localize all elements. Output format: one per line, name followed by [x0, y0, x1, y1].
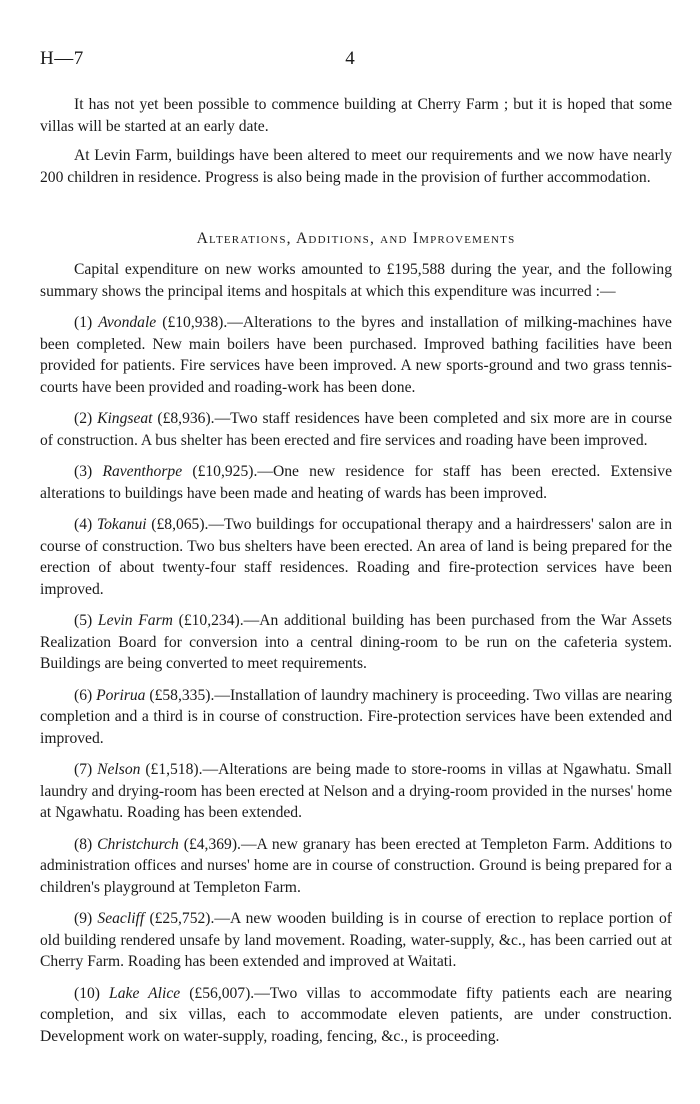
page-body — [40, 94, 672, 1057]
item-number: (9) — [74, 910, 93, 927]
hospital-name: Kingseat — [97, 410, 153, 427]
item-text: —A new granary has been erected at Templeton Farm. Additions to administration offices and nurses' home are in course of construction. Ground is being prepared for a children's playground at Templeton Farm. — [40, 835, 672, 896]
item-amount: (£58,335). — [149, 686, 215, 704]
item-amount: (£8,065). — [151, 516, 209, 533]
list-item — [40, 461, 672, 504]
item-text: —Two villas to accommodate fifty patients each are nearing completion, and six villas, each to accommodate eleven patients, are under construction. Development work on water-supply, roading, fencing, &c., is proceeding. — [40, 984, 672, 1045]
item-text: —A new wooden building is in course of erection to replace portion of old building rendered unsafe by land movement. Roading, water-supply, &c., has been carried out at Cherry Farm. Roading has been extended and improved at Waitati. — [40, 910, 673, 970]
intro-section — [40, 94, 672, 188]
item-number: (8) — [74, 835, 93, 853]
item-number: (3) — [74, 463, 93, 480]
page-number: 4 — [345, 48, 355, 69]
list-item — [40, 685, 672, 750]
list-item — [40, 759, 672, 824]
document-reference: H—7 — [40, 48, 84, 69]
intro-paragraph: At Levin Farm, buildings have been altered to meet our requirements and we now have nearly 200 children in residence. Progress is also being made in the provision of further accommodation. — [40, 147, 672, 186]
item-amount: (£25,752). — [149, 910, 215, 927]
hospital-name: Lake Alice — [109, 984, 181, 1002]
item-amount: (£8,936). — [157, 410, 215, 427]
hospital-name: Seacliff — [97, 910, 145, 927]
item-amount: (£56,007). — [189, 984, 255, 1002]
item-amount: (£1,518). — [145, 761, 203, 778]
hospital-name: Nelson — [97, 761, 141, 778]
page-header — [40, 48, 660, 72]
item-number: (10) — [74, 984, 100, 1002]
item-number: (2) — [74, 410, 93, 427]
list-item — [40, 610, 672, 675]
section-summary: Capital expenditure on new works amounted to £195,588 during the year, and the following summary shows the principal items and hospitals at which this expenditure was incurred :— — [40, 261, 672, 300]
item-amount: (£10,925). — [192, 463, 258, 480]
item-text: —Installation of laundry machinery is proceeding. Two villas are nearing completion and a third is in course of construction. Fire-protection services have been extended and improved. — [40, 686, 672, 747]
hospital-name: Avondale — [98, 314, 157, 331]
list-item — [40, 514, 672, 600]
item-number: (7) — [74, 761, 93, 778]
item-text: —Two staff residences have been completed and six more are in course of construction. A bus shelter has been erected and fire services and roading have been improved. — [40, 410, 672, 449]
hospital-name: Raventhorpe — [102, 463, 183, 480]
item-text: —One new residence for staff has been erected. Extensive alterations to buildings have been made and heating of wards has been improved. — [40, 463, 672, 502]
list-item — [40, 834, 672, 899]
item-number: (4) — [74, 516, 93, 533]
list-item — [40, 312, 672, 398]
list-item — [40, 408, 672, 451]
item-amount: (£10,234). — [178, 612, 244, 629]
item-number: (5) — [74, 612, 93, 629]
item-text: —An additional building has been purchased from the War Assets Realization Board for conversion into a central dining-room to be run on the cafeteria system. Buildings are being converted to meet requirements. — [40, 612, 672, 672]
item-number: (1) — [74, 314, 93, 331]
hospital-name: Levin Farm — [97, 612, 173, 629]
item-text: —Alterations are being made to store-rooms in villas at Ngawhatu. Small laundry and drying-room has been erected at Nelson and a drying-room provided in the nurses' home at Ngawhatu. Roading has been extended. — [40, 761, 672, 821]
list-item — [40, 908, 672, 973]
list-item — [40, 983, 672, 1048]
item-amount: (£4,369). — [183, 835, 241, 853]
hospital-name: Tokanui — [96, 516, 147, 533]
hospital-name: Christchurch — [97, 835, 179, 853]
item-text: —Two buildings for occupational therapy and a hairdressers' salon are in course of construction. Two bus shelters have been erected. An area of land is being prepared for the erection of about twenty-four staff residences. Roading and fire-protection services have been improved. — [40, 516, 672, 598]
item-number: (6) — [74, 686, 93, 704]
intro-paragraph: It has not yet been possible to commence building at Cherry Farm ; but it is hoped that some villas will be started at an early date. — [40, 96, 672, 135]
hospital-name: Porirua — [96, 686, 146, 704]
section-heading: Alterations, Additions, and Improvements — [196, 230, 516, 247]
item-text: —Alterations to the byres and installation of milking-machines have been completed. New main boilers have been purchased. Improved bathing facilities have been provided for patients. Fire services have been improved. A new sports-ground and two grass tennis-courts have been provided and roading-work has been done. — [40, 314, 672, 396]
expenditure-list — [40, 312, 672, 1047]
item-amount: (£10,938). — [162, 314, 228, 331]
